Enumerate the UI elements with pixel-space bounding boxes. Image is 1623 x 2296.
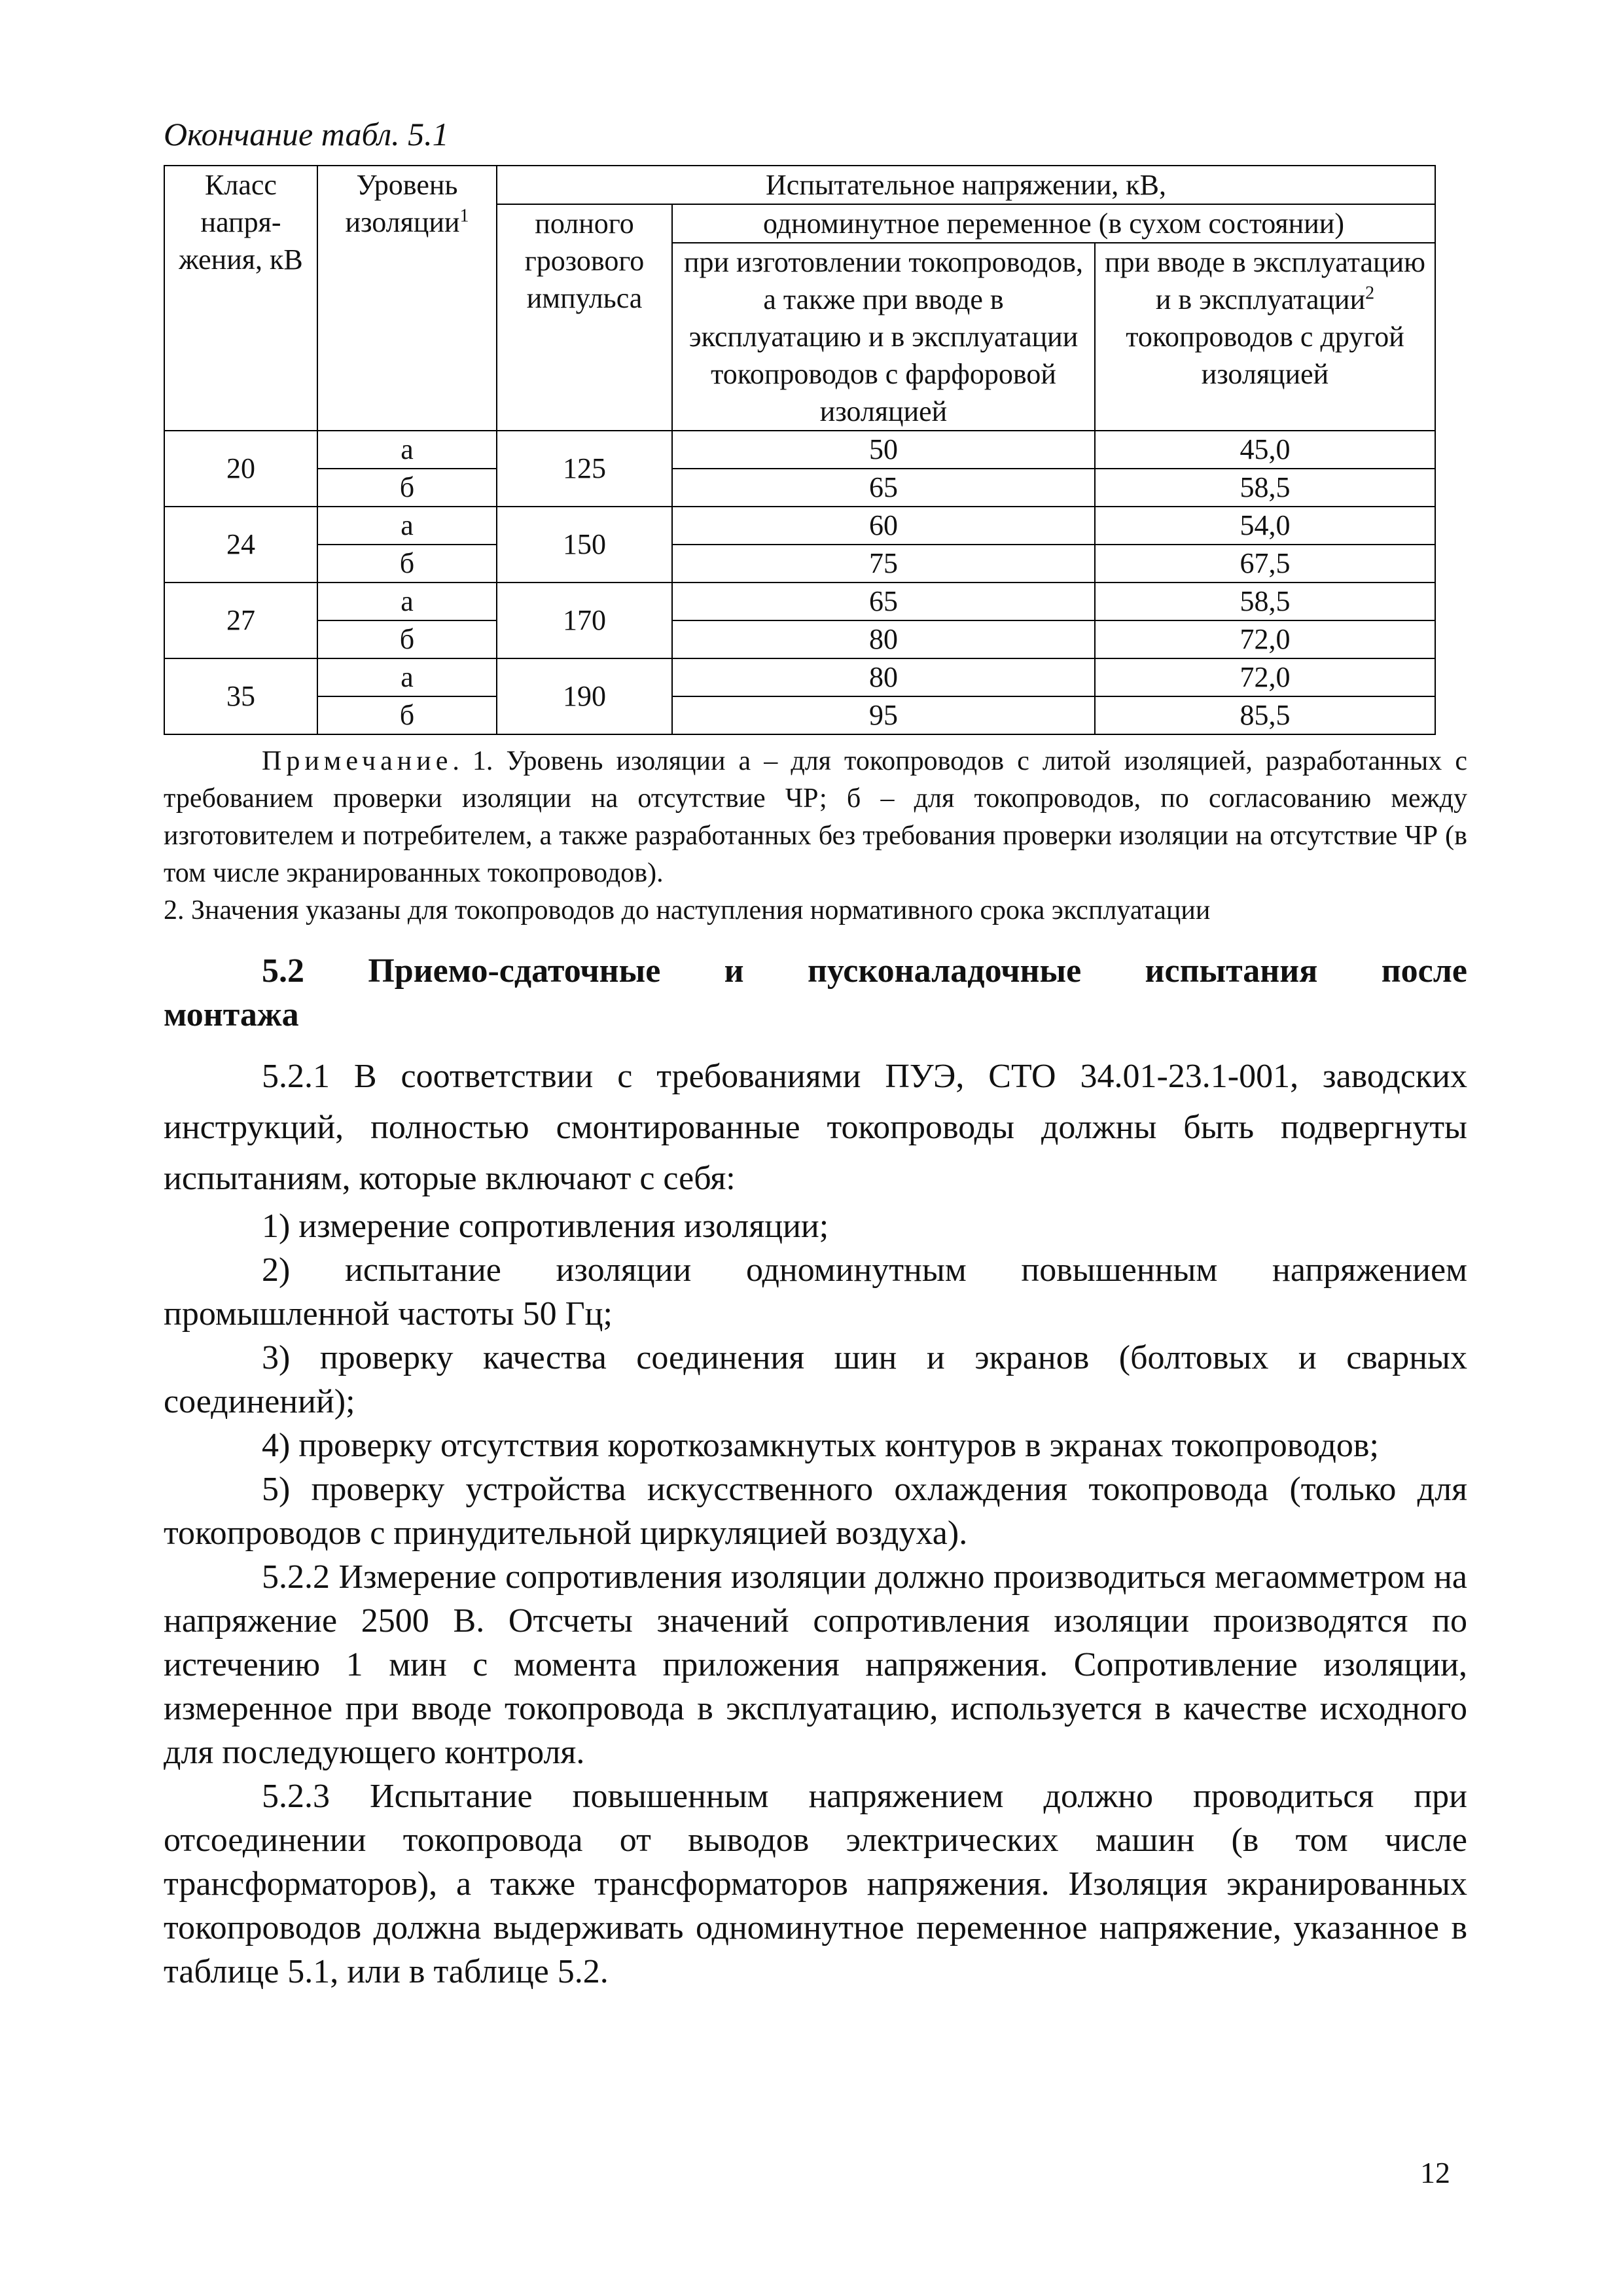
- note-text-1: . 1. Уровень изоляции а – для токопроводов с литой изоляцией, разработанных с требованием проверки изоляции на отсутствие ЧР; б – для токопроводов, по согласованию между изготовителем и потребителем, а также разработанных без требования проверки изоляции на отсутствие ЧР (в том числе экранированных токопроводов).: [164, 746, 1467, 888]
- cell-porcelain: 75: [672, 545, 1095, 583]
- cell-porcelain: 60: [672, 507, 1095, 545]
- table-header-row: [164, 166, 1435, 204]
- cell-other: 67,5: [1095, 545, 1435, 583]
- cell-level: б: [317, 545, 497, 583]
- header-insulation-level-text: Уровень изоляции: [345, 169, 460, 238]
- header-other-insulation: [1095, 243, 1435, 431]
- header-voltage-class: Класс напря- жения, кВ: [164, 166, 317, 431]
- list-item: 3) проверку качества соединения шин и экранов (болтовых и сварных соединений);: [164, 1339, 1467, 1420]
- header-one-minute: одноминутное переменное (в сухом состоянии): [672, 204, 1435, 243]
- cell-voltage-class: 20: [164, 431, 317, 507]
- list-item: 1) измерение сопротивления изоляции;: [262, 1208, 829, 1245]
- table-note: [164, 743, 1467, 929]
- table-row: [164, 431, 1435, 469]
- table-row: [164, 658, 1435, 696]
- cell-other: 72,0: [1095, 620, 1435, 658]
- cell-porcelain: 65: [672, 469, 1095, 507]
- page-number: 12: [1420, 2156, 1450, 2189]
- paragraph: 5.2.1 В соответствии с требованиями ПУЭ, СТО 34.01-23.1-001, заводских инструкций, полностью смонтированные токопроводы должны быть подвергнуты испытаниям, которые включают с себя:: [164, 1058, 1467, 1197]
- list-item: 5) проверку устройства искусственного охлаждения токопровода (только для токопроводов с принудительной циркуляцией воздуха).: [164, 1471, 1467, 1552]
- note-item-1: [164, 743, 1467, 892]
- cell-level: а: [317, 431, 497, 469]
- table-row: [164, 507, 1435, 545]
- table-row: [164, 545, 1435, 583]
- header-other-text-b: токопроводов с другой изоляцией: [1126, 321, 1404, 390]
- cell-level: а: [317, 507, 497, 545]
- cell-porcelain: 95: [672, 696, 1095, 734]
- section-heading: 5.2 Приемо-сдаточные и пусконаладочные испытания после монтажа: [164, 952, 1467, 1033]
- note-label: Примечание: [262, 746, 453, 776]
- cell-voltage-class: 24: [164, 507, 317, 583]
- list-item: 2) испытание изоляции одноминутным повышенным напряжением промышленной частоты 50 Гц;: [164, 1251, 1467, 1333]
- table-row: [164, 696, 1435, 734]
- cell-other: 58,5: [1095, 469, 1435, 507]
- cell-level: б: [317, 469, 497, 507]
- header-porcelain: при изготовлении токопроводов, а также при вводе в эксплуатацию и в эксплуатации токопроводов с фарфоровой изоляцией: [672, 243, 1095, 431]
- footnote-mark-1: 1: [459, 206, 469, 226]
- cell-porcelain: 65: [672, 583, 1095, 620]
- paragraph: 5.2.3 Испытание повышенным напряжением должно проводиться при отсоединении токопровода от выводов электрических машин (в том числе трансформаторов), а также трансформаторов напряжения. Изоляция экранированных токопроводов должна выдерживать одноминутное переменное напряжение, указанное в таблице 5.1, или в таблице 5.2.: [164, 1778, 1467, 1990]
- cell-porcelain: 80: [672, 658, 1095, 696]
- cell-other: 45,0: [1095, 431, 1435, 469]
- cell-porcelain: 80: [672, 620, 1095, 658]
- cell-level: б: [317, 696, 497, 734]
- table-row: [164, 620, 1435, 658]
- cell-porcelain: 50: [672, 431, 1095, 469]
- cell-level: б: [317, 620, 497, 658]
- section-body: [164, 949, 1467, 1994]
- cell-other: 54,0: [1095, 507, 1435, 545]
- cell-voltage-class: 27: [164, 583, 317, 658]
- test-voltage-table: [164, 165, 1436, 735]
- cell-voltage-class: 35: [164, 658, 317, 734]
- cell-other: 58,5: [1095, 583, 1435, 620]
- paragraph: 5.2.2 Измерение сопротивления изоляции должно производиться мегаомметром на напряжение 2500 В. Отсчеты значений сопротивления изоляции производятся по истечению 1 мин с момента приложения напряжения. Сопротивление изоляции, измеренное при вводе токопровода в эксплуатацию, используется в качестве исходного для последующего контроля.: [164, 1558, 1467, 1771]
- header-test-voltage: Испытательное напряжении, кВ,: [497, 166, 1435, 204]
- header-full-impulse: полного грозового импульса: [497, 204, 672, 431]
- cell-other: 85,5: [1095, 696, 1435, 734]
- cell-impulse: 125: [497, 431, 672, 507]
- cell-impulse: 150: [497, 507, 672, 583]
- cell-level: а: [317, 583, 497, 620]
- header-insulation-level: [317, 166, 497, 431]
- table-caption: Окончание табл. 5.1: [164, 116, 449, 152]
- footnote-mark-2: 2: [1365, 283, 1375, 304]
- note-item-2: 2. Значения указаны для токопроводов до наступления нормативного срока эксплуатации: [164, 895, 1211, 925]
- header-other-text-a: при вводе в эксплуатацию и в эксплуатации: [1104, 246, 1426, 315]
- cell-impulse: 190: [497, 658, 672, 734]
- table-row: [164, 583, 1435, 620]
- cell-impulse: 170: [497, 583, 672, 658]
- cell-level: а: [317, 658, 497, 696]
- list-item: 4) проверку отсутствия короткозамкнутых контуров в экранах токопроводов;: [262, 1427, 1379, 1464]
- table-row: [164, 469, 1435, 507]
- cell-other: 72,0: [1095, 658, 1435, 696]
